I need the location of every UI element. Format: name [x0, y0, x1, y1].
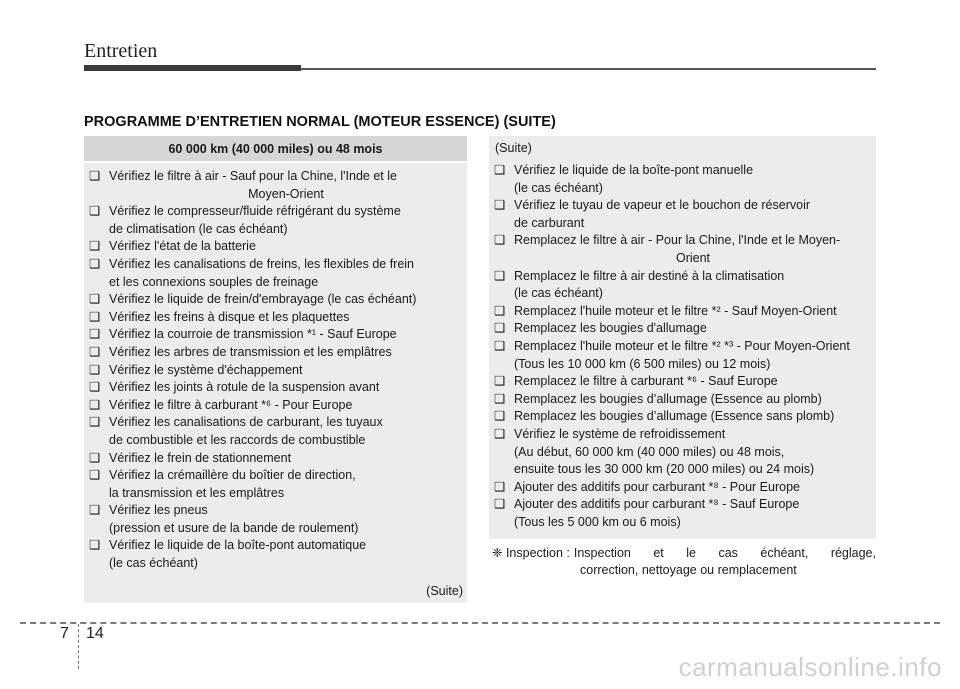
checklist-item-text: (le cas échéant) — [109, 556, 198, 571]
checkbox-icon: ❑ — [494, 303, 506, 318]
inspection-note-text: Inspection et le cas échéant, réglage, — [573, 546, 876, 560]
checklist-item — [494, 479, 872, 497]
checkbox-icon: ❑ — [89, 450, 101, 465]
checklist-item-text: la transmission et les emplâtres — [109, 485, 285, 500]
checklist-item-text: Vérifiez les canalisations de carburant, les tuyaux — [109, 415, 383, 430]
checklist-item-text: Vérifiez le filtre à air - Sauf pour la Chine, l'Inde et le — [109, 169, 397, 183]
checklist-item-text: Orient — [675, 250, 711, 265]
checklist-item — [89, 379, 463, 397]
checkbox-icon: ❑ — [89, 292, 101, 307]
checklist-item-text: Vérifiez le tuyau de vapeur et le bouchon de réservoir — [514, 198, 811, 213]
inspection-note-text-2: correction, nettoyage ou remplacement — [580, 563, 797, 577]
checkbox-icon: ❑ — [89, 362, 101, 377]
checkbox-icon: ❑ — [89, 169, 101, 183]
checkbox-icon: ❑ — [89, 503, 101, 518]
inspection-note-label: ❈ Inspection : — [492, 546, 570, 560]
checklist-item-text: Remplacez les bougies d’allumage (Essence sans plomb) — [514, 409, 835, 424]
checklist-item — [494, 426, 872, 479]
checklist-item — [494, 391, 872, 409]
checklist-item — [494, 303, 872, 321]
checkbox-icon: ❑ — [494, 497, 506, 512]
checkbox-icon: ❑ — [494, 391, 506, 406]
checkbox-icon: ❑ — [494, 198, 506, 213]
checklist-item-text: Vérifiez le liquide de frein/d'embrayage (le cas échéant) — [109, 292, 417, 307]
footer-separator — [78, 624, 79, 669]
checklist-item — [89, 397, 463, 415]
checklist-item-text: (pression et usure de la bande de roulement) — [109, 520, 359, 535]
checklist-item-text: Vérifiez le liquide de la boîte-pont automatique — [109, 538, 367, 553]
left-checklist-panel — [84, 163, 467, 603]
checkbox-icon: ❑ — [89, 204, 101, 219]
checklist-item-text: Remplacez les bougies d’allumage (Essence au plomb) — [514, 391, 822, 406]
checklist-item — [89, 238, 463, 256]
checklist-item — [89, 502, 463, 537]
checkbox-icon: ❑ — [494, 426, 506, 441]
checkbox-icon: ❑ — [494, 338, 506, 353]
checkbox-icon: ❑ — [89, 415, 101, 430]
checkbox-icon: ❑ — [89, 397, 101, 412]
checkbox-icon: ❑ — [494, 233, 506, 248]
page-heading: PROGRAMME D’ENTRETIEN NORMAL (MOTEUR ESSENCE) (SUITE) — [84, 114, 556, 130]
checklist-item-text: Vérifiez l'état de la batterie — [109, 239, 256, 254]
checklist-item-text: de climatisation (le cas échéant) — [109, 221, 288, 236]
footer-divider — [20, 622, 940, 624]
checklist-item-text: ensuite tous les 30 000 km (20 000 miles) ou 24 mois) — [514, 462, 815, 477]
checklist-item-text: Remplacez le filtre à air destiné à la climatisation — [514, 268, 785, 283]
chapter-number: 7 — [60, 625, 69, 642]
checklist-item-text: Vérifiez la crémaillère du boîtier de direction, — [109, 468, 356, 483]
checklist-item-text: (Tous les 10 000 km (6 500 miles) ou 12 mois) — [514, 356, 771, 371]
checklist-item — [89, 291, 463, 309]
continued-label: (Suite) — [426, 584, 463, 598]
checklist-item-text: Ajouter des additifs pour carburant *⁸ - Sauf Europe — [514, 497, 800, 512]
checklist-item-text: Vérifiez les canalisations de freins, les flexibles de frein — [109, 256, 415, 271]
checklist-item-text: Ajouter des additifs pour carburant *⁸ - Pour Europe — [514, 479, 800, 494]
checklist-item-text: de combustible et les raccords de combustible — [109, 432, 366, 447]
checklist-item-text: Vérifiez le système de refroidissement — [514, 426, 726, 441]
checklist-item-text: Remplacez l'huile moteur et le filtre *² *³ - Pour Moyen-Orient — [514, 338, 850, 353]
checkbox-icon: ❑ — [494, 321, 506, 336]
checklist-item — [494, 373, 872, 391]
checklist-item-text: (le cas échéant) — [514, 180, 603, 195]
checklist-item — [89, 344, 463, 362]
right-checklist-panel — [489, 136, 876, 539]
checklist-item-text: Vérifiez le filtre à carburant *⁶ - Pour Europe — [109, 397, 353, 412]
inspection-note — [492, 545, 876, 563]
checkbox-icon: ❑ — [494, 374, 506, 389]
checklist-item-text: Vérifiez le système d'échappement — [109, 362, 303, 377]
checklist-item-text: Vérifiez les freins à disque et les plaquettes — [109, 309, 350, 324]
checklist-item-text: (Au début, 60 000 km (40 000 miles) ou 48 mois, — [514, 444, 785, 459]
checklist-item — [494, 232, 872, 267]
checklist-item — [89, 362, 463, 380]
checklist-item-text: Remplacez les bougies d'allumage — [514, 321, 707, 336]
checklist-item — [494, 496, 872, 531]
watermark-text: carmanualsonline.info — [678, 652, 942, 682]
checklist-item-text: Remplacez l'huile moteur et le filtre *² - Sauf Moyen-Orient — [514, 303, 837, 318]
checklist-item-text: Remplacez le filtre à air - Pour la Chine, l'Inde et le Moyen- — [514, 233, 841, 248]
checkbox-icon: ❑ — [89, 468, 101, 483]
checklist-item — [89, 256, 463, 291]
checklist-item — [494, 320, 872, 338]
checklist-item — [494, 338, 872, 373]
checklist-item-text: Vérifiez le liquide de la boîte-pont manuelle — [514, 163, 754, 177]
checklist-item — [89, 450, 463, 468]
checklist-item-text: Vérifiez les arbres de transmission et les emplâtres — [109, 344, 392, 359]
checklist-item-text: (Tous les 5 000 km ou 6 mois) — [514, 514, 681, 529]
checkbox-icon: ❑ — [89, 239, 101, 254]
checkbox-icon: ❑ — [89, 309, 101, 324]
header-rule-thin — [301, 68, 876, 70]
checklist-item — [89, 168, 463, 203]
left-checklist — [89, 168, 463, 573]
checkbox-icon: ❑ — [494, 479, 506, 494]
checkbox-icon: ❑ — [89, 380, 101, 395]
checkbox-icon: ❑ — [89, 344, 101, 359]
checklist-item-text: Vérifiez le compresseur/fluide réfrigérant du système — [109, 204, 401, 219]
right-checklist — [494, 162, 872, 531]
checkbox-icon: ❑ — [494, 163, 506, 177]
checklist-item-text: Vérifiez les pneus — [109, 503, 208, 518]
checklist-item — [89, 203, 463, 238]
page-number: 14 — [86, 625, 104, 642]
header-rule-thick — [84, 65, 301, 71]
interval-header: 60 000 km (40 000 miles) ou 48 mois — [84, 136, 467, 161]
continued-from-label: (Suite) — [495, 141, 532, 155]
checklist-item-text: et les connexions souples de freinage — [109, 274, 319, 289]
checklist-item — [494, 268, 872, 303]
checklist-item-text: Moyen-Orient — [248, 186, 324, 201]
checkbox-icon: ❑ — [89, 327, 101, 342]
checklist-item-text: Vérifiez le frein de stationnement — [109, 450, 292, 465]
checklist-item — [89, 537, 463, 572]
checkbox-icon: ❑ — [89, 256, 101, 271]
checkbox-icon: ❑ — [494, 409, 506, 424]
checklist-item — [89, 309, 463, 327]
checklist-item-text: de carburant — [514, 215, 585, 230]
checklist-item — [494, 197, 872, 232]
checklist-item-text: Remplacez le filtre à carburant *⁶ - Sauf Europe — [514, 374, 778, 389]
checklist-item — [89, 467, 463, 502]
checklist-item — [494, 162, 872, 197]
checklist-item-text: Vérifiez les joints à rotule de la suspension avant — [109, 380, 380, 395]
checklist-item-text: (le cas échéant) — [514, 286, 603, 301]
checkbox-icon: ❑ — [89, 538, 101, 553]
checklist-item-text: Vérifiez la courroie de transmission *¹ - Sauf Europe — [109, 327, 397, 342]
checklist-item — [494, 408, 872, 426]
checkbox-icon: ❑ — [494, 268, 506, 283]
section-title: Entretien — [84, 40, 158, 62]
checklist-item — [89, 326, 463, 344]
checklist-item — [89, 414, 463, 449]
